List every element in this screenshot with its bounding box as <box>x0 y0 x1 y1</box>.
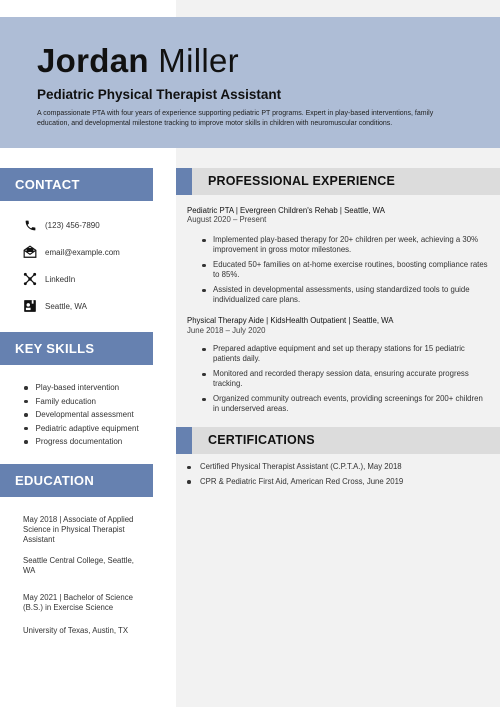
id-card-icon <box>23 299 37 313</box>
list-item: Progress documentation <box>24 435 139 449</box>
list-item: Certified Physical Therapist Assistant (C.P.T.A.), May 2018 <box>186 460 486 475</box>
education-heading: EDUCATION <box>0 464 153 497</box>
bullet-icon <box>187 466 191 470</box>
experience-heading-bar <box>176 168 500 195</box>
education-school-1: Seattle Central College, Seattle, WA <box>23 556 134 575</box>
skills-heading: KEY SKILLS <box>0 332 153 365</box>
bullet-icon <box>202 398 206 402</box>
summary-text: A compassionate PTA with four years of experience supporting pediatric PT programs. Expert in play-based interventions, family education, and developmental milestone tracking to improve motor skills in children with neuromuscular conditions. <box>37 110 434 127</box>
list-item: Developmental assessment <box>24 408 139 422</box>
bullet-icon <box>24 400 28 404</box>
list-item: Organized community outreach events, providing screenings for 200+ children in underserved areas. <box>200 394 490 414</box>
bullet-icon <box>202 289 206 293</box>
candidate-name <box>37 42 239 80</box>
bullet-icon <box>187 480 191 484</box>
bullet-icon <box>202 373 206 377</box>
certifications-heading: CERTIFICATIONS <box>208 433 315 447</box>
resume-header <box>0 17 500 148</box>
skills-list <box>24 381 139 449</box>
last-name: Miller <box>158 42 239 79</box>
linkedin-link[interactable]: LinkedIn <box>45 274 76 284</box>
certifications-list <box>186 460 486 489</box>
bullet-icon <box>24 440 28 444</box>
list-item: Monitored and recorded therapy session data, ensuring accurate progress tracking. <box>200 369 490 389</box>
list-item: Prepared adaptive equipment and set up therapy stations for 15 pediatric patients daily. <box>200 344 490 364</box>
job-1-bullets <box>200 235 490 305</box>
location-text: Seattle, WA <box>45 301 87 311</box>
list-item: Educated 50+ families on at-home exercise routines, boosting compliance rates to 85%. <box>200 260 490 280</box>
envelope-icon <box>23 245 37 259</box>
contact-email <box>23 244 120 260</box>
education-degree-1: May 2018 | Associate of Applied Science in Physical Therapist Assistant <box>23 515 134 544</box>
bullet-icon <box>24 386 28 390</box>
email-address: email@example.com <box>45 247 120 257</box>
certifications-heading-bar <box>176 427 500 454</box>
list-item: Play-based intervention <box>24 381 139 395</box>
heading-accent <box>176 427 192 454</box>
phone-icon <box>23 218 37 232</box>
contact-location <box>23 298 87 314</box>
first-name: Jordan <box>37 42 149 79</box>
contact-heading: CONTACT <box>0 168 153 201</box>
contact-linkedin[interactable] <box>23 271 75 287</box>
list-item: Family education <box>24 395 139 409</box>
job-2-title: Physical Therapy Aide | KidsHealth Outpatient | Seattle, WA <box>187 316 394 325</box>
heading-accent <box>176 168 192 195</box>
job-1-title: Pediatric PTA | Evergreen Children's Rehab | Seattle, WA <box>187 206 385 215</box>
phone-number: (123) 456-7890 <box>45 220 100 230</box>
education-degree-2: May 2021 | Bachelor of Science (B.S.) in Exercise Science <box>23 593 133 612</box>
bullet-icon <box>202 239 206 243</box>
bullet-icon <box>24 413 28 417</box>
experience-heading: PROFESSIONAL EXPERIENCE <box>208 174 396 188</box>
job-2-bullets <box>200 344 490 414</box>
job-2-dates: June 2018 – July 2020 <box>187 326 266 335</box>
list-item: CPR & Pediatric First Aid, American Red Cross, June 2019 <box>186 475 486 490</box>
job-title-headline: Pediatric Physical Therapist Assistant <box>37 87 282 102</box>
list-item: Assisted in developmental assessments, using standardized tools to guide individualized care plans. <box>200 285 490 305</box>
bullet-icon <box>202 264 206 268</box>
network-icon <box>23 272 37 286</box>
bullet-icon <box>24 427 28 431</box>
list-item: Implemented play-based therapy for 20+ children per week, achieving a 30% improvement in gross motor milestones. <box>200 235 490 255</box>
job-1-dates: August 2020 – Present <box>187 215 267 224</box>
list-item: Pediatric adaptive equipment <box>24 422 139 436</box>
bullet-icon <box>202 348 206 352</box>
contact-phone <box>23 217 100 233</box>
education-school-2: University of Texas, Austin, TX <box>23 626 129 635</box>
